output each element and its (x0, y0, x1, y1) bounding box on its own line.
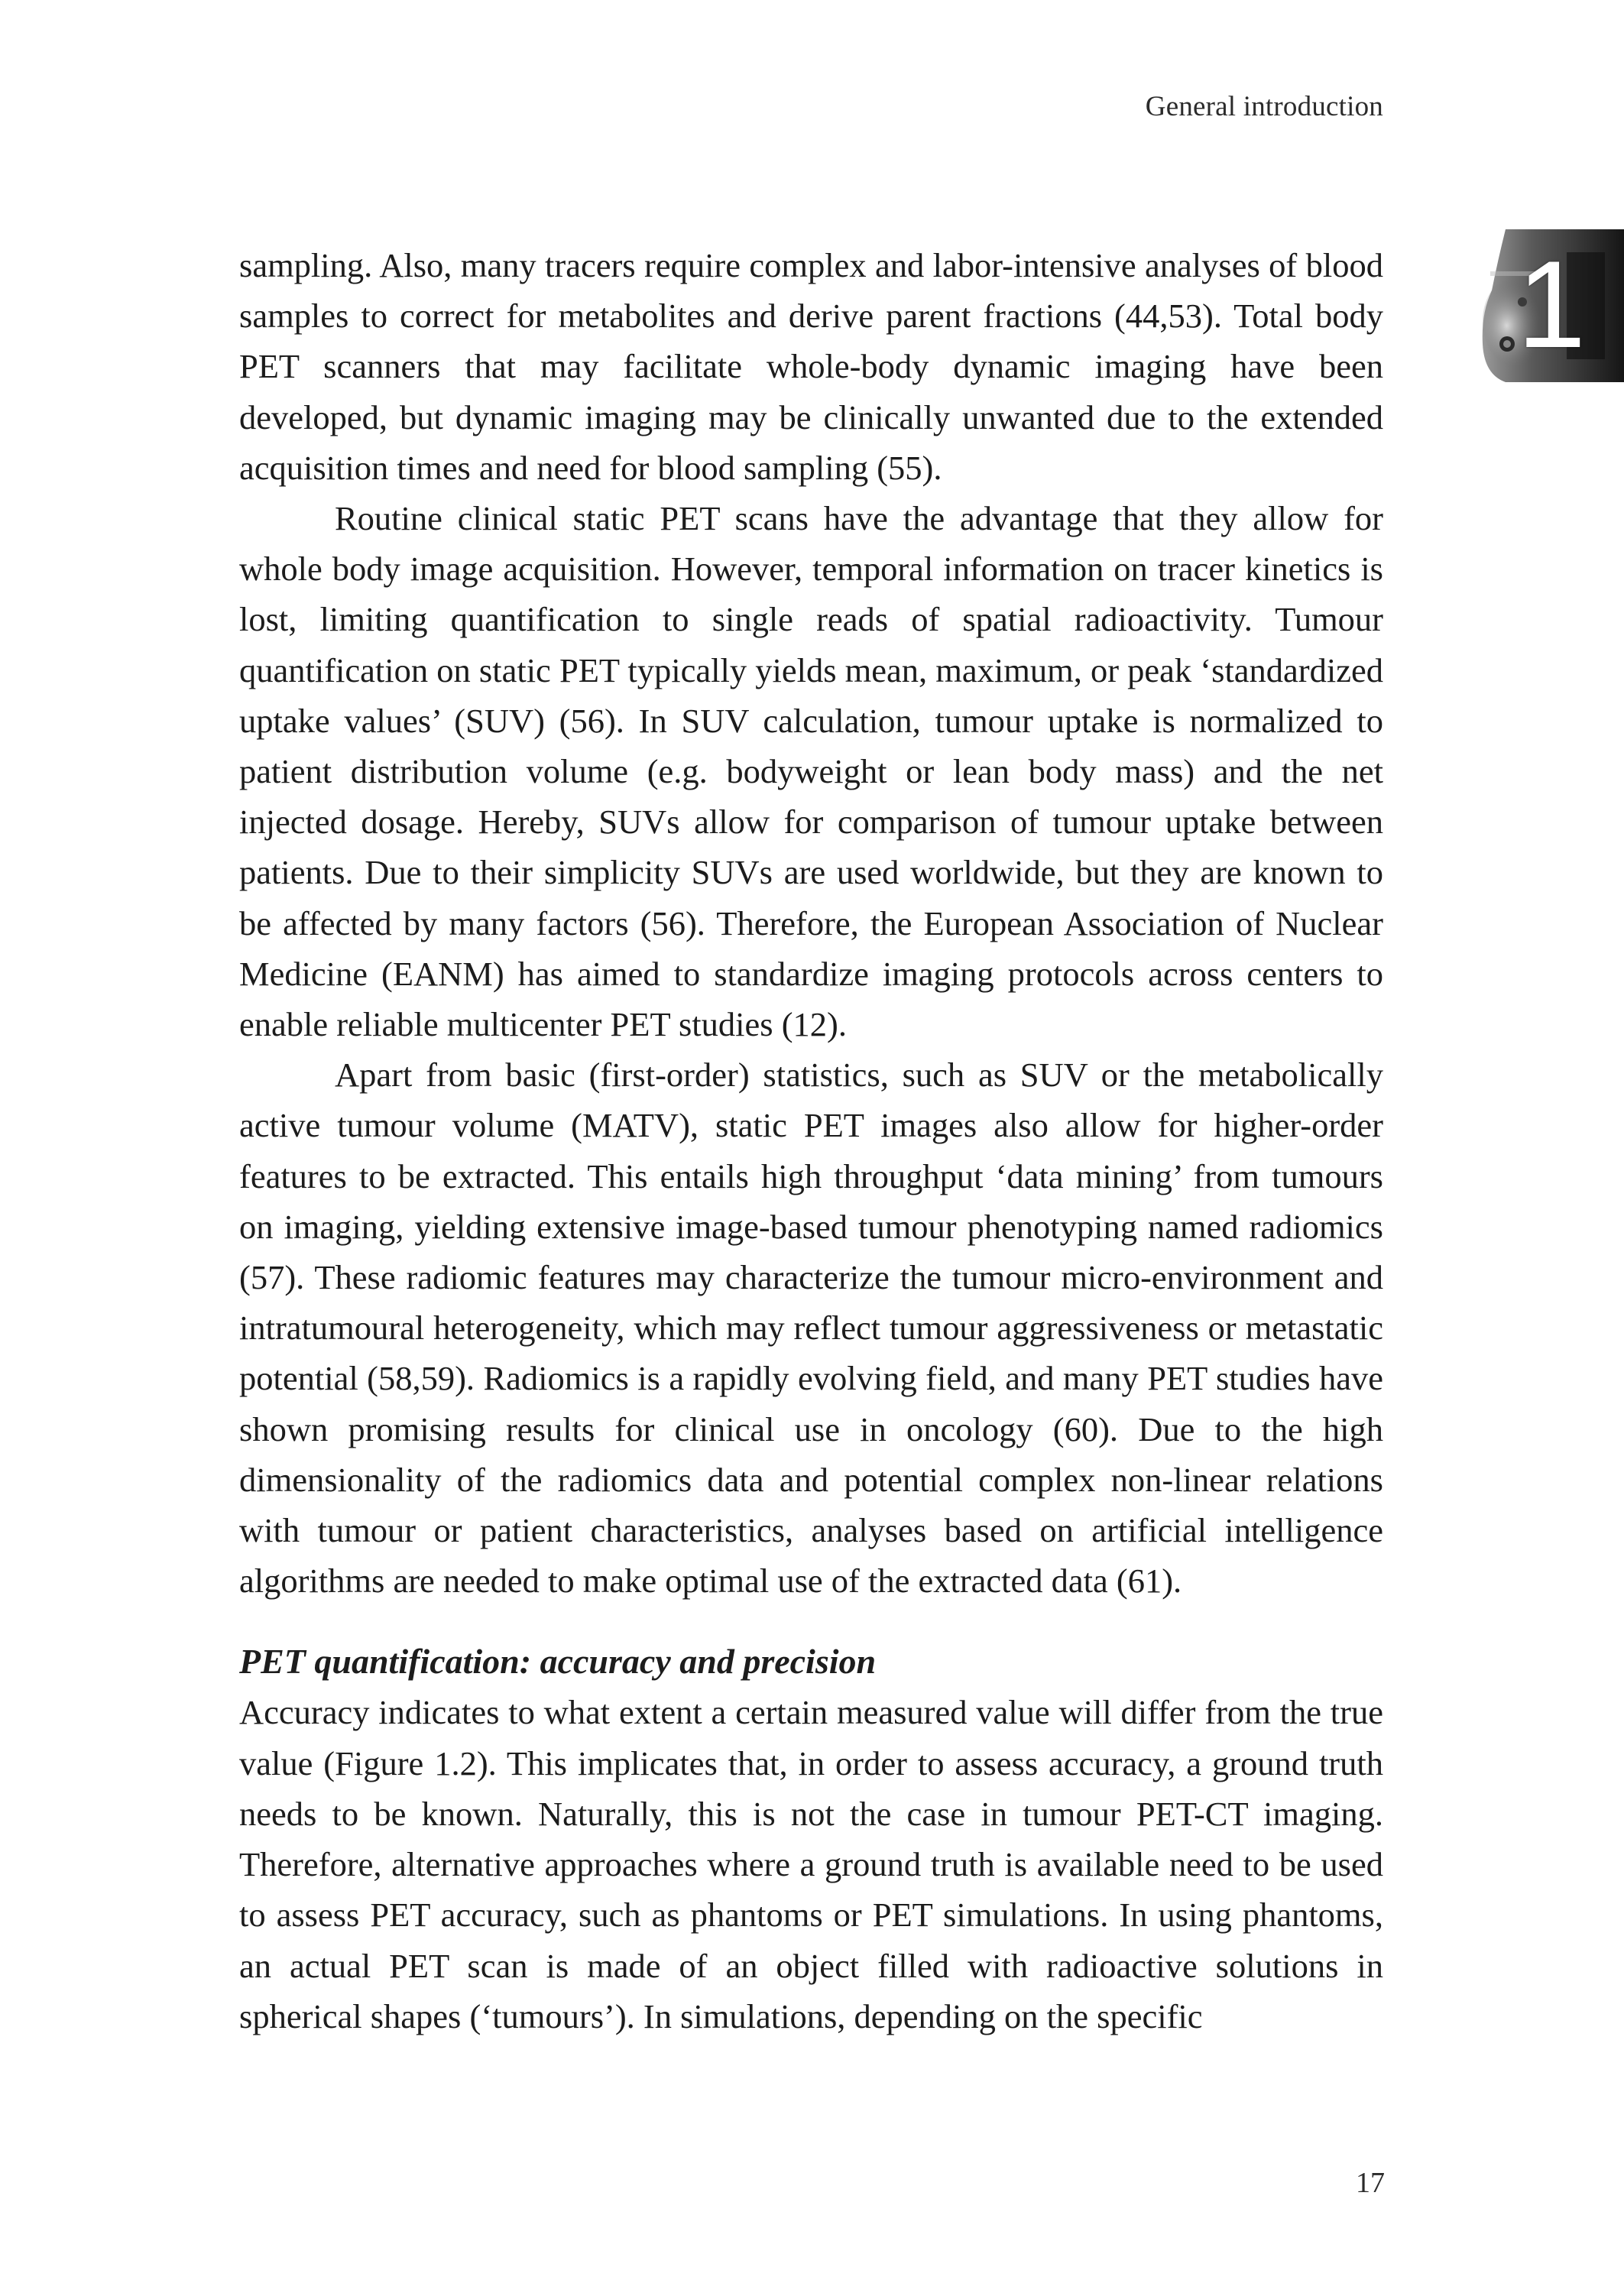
running-head: General introduction (1145, 91, 1383, 122)
body-text (239, 240, 1383, 2042)
section-heading: PET quantification: accuracy and precision (239, 1642, 877, 1682)
page-number: 17 (1356, 2167, 1385, 2199)
paragraph: Accuracy indicates to what extent a certain measured value will differ from the true value (Figure 1.2). This implicates that, in order to assess accuracy, a ground truth needs to be known. Naturally, this is not the case in tumour PET-CT imaging. Therefore, alternative approaches where a ground truth is available need to be used to assess PET accuracy, such as phantoms or PET simulations. In using phantoms, an actual PET scan is made of an object filled with radioactive solutions in spherical shapes (‘tumours’). In simulations, depending on the specific (239, 1693, 1383, 2035)
chapter-number: 1 (1517, 235, 1587, 374)
paragraph: Routine clinical static PET scans have the advantage that they allow for whole body image acquisition. However, temporal information on tracer kinetics is lost, limiting quantification to single reads of spatial radioactivity. Tumour quantification on static PET typically yields mean, maximum, or peak ‘standardized uptake values’ (SUV) (56). In SUV calculation, tumour uptake is normalized to patient distribution volume (e.g. bodyweight or lean body mass) and the net injected dosage. Hereby, SUVs allow for comparison of tumour uptake between patients. Due to their simplicity SUVs are used worldwide, but they are known to be affected by many factors (56). Therefore, the European Association of Nuclear Medicine (EANM) has aimed to standardize imaging protocols across centers to enable reliable multicenter PET studies (12). (239, 499, 1383, 1044)
paragraph: Apart from basic (first-order) statistics, such as SUV or the metabolically active tumour volume (MATV), static PET images also allow for higher-order features to be extracted. This entails high throughput ‘data mining’ from tumours on imaging, yielding extensive image-based tumour phenotyping named radiomics (57). These radiomic features may characterize the tumour micro-environment and intratumoural heterogeneity, which may reflect tumour aggressiveness or metastatic potential (58,59). Radiomics is a rapidly evolving field, and many PET studies have shown promising results for clinical use in oncology (60). Due to the high dimensionality of the radiomics data and potential complex non-linear relations with tumour or patient characteristics, analyses based on artificial intelligence algorithms are needed to make optimal use of the extracted data (61). (239, 1056, 1383, 1601)
paragraph: sampling. Also, many tracers require complex and labor-intensive analyses of blood samples to correct for metabolites and derive parent fractions (44,53). Total body PET scanners that may facilitate whole-body dynamic imaging have been developed, but dynamic imaging may be clinically unwanted due to the extended acquisition times and need for blood sampling (55). (239, 246, 1383, 487)
chapter-tab (1475, 229, 1624, 382)
